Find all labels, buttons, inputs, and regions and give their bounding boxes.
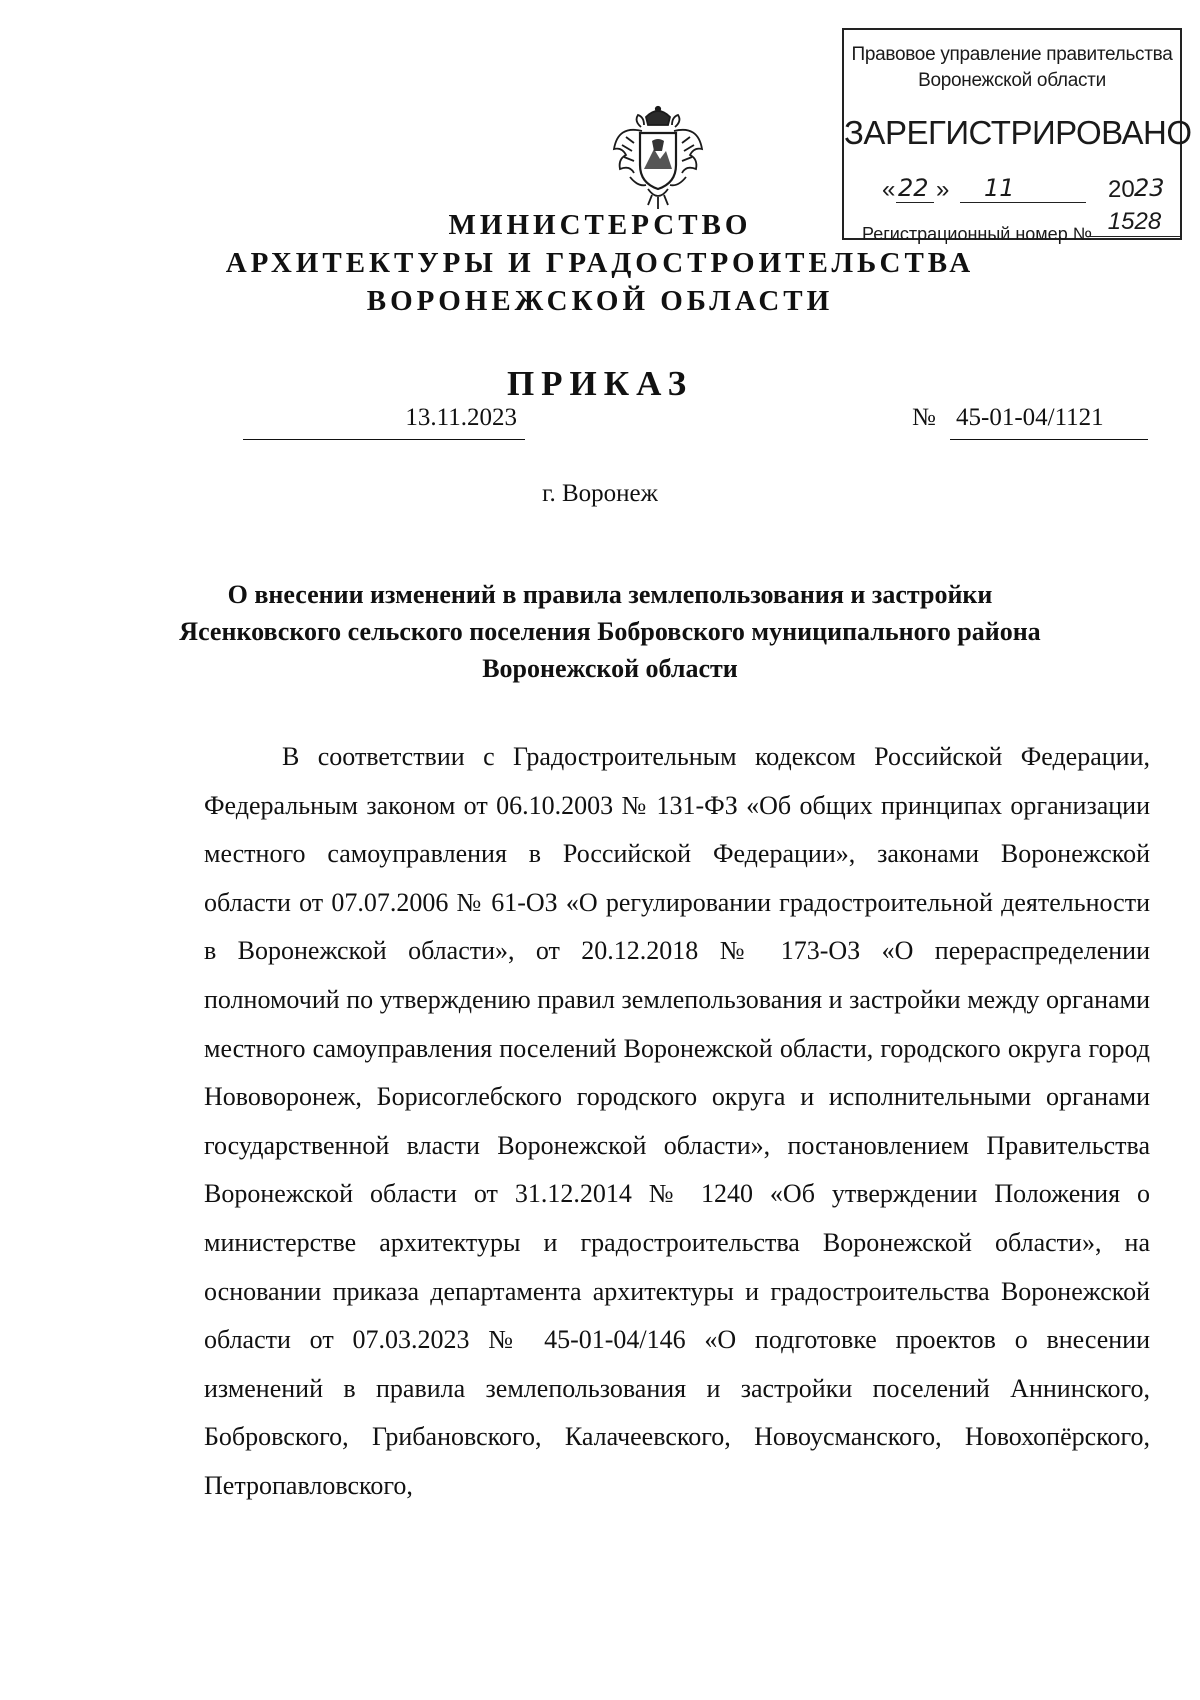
stamp-date-month: 11 — [984, 174, 1015, 202]
city: г. Воронеж — [542, 480, 658, 507]
stamp-org-line2: Воронежской области — [918, 70, 1106, 91]
document-type-heading: ПРИКАЗ — [506, 364, 694, 403]
document-title: О внесении изменений в правила землепользования и застройки Ясенковского сельского поселения Бобровского муниципального района Воронежской области — [179, 580, 1041, 683]
ministry-name-line2: АРХИТЕКТУРЫ И ГРАДОСТРОИТЕЛЬСТВА — [225, 247, 975, 279]
stamp-regnum-label: Регистрационный номер № — [862, 224, 1093, 244]
stamp-date-year-suffix: 23 — [1134, 174, 1165, 202]
number-sign: № — [912, 404, 936, 431]
stamp-date: « 22 » 11 20 23 — [882, 174, 1165, 203]
order-date: 13.11.2023 — [243, 404, 525, 440]
stamp-org-line1: Правовое управление правительства — [851, 44, 1173, 65]
ministry-name-line3: ВОРОНЕЖСКОЙ ОБЛАСТИ — [366, 285, 834, 317]
order-number: 45-01-04/1121 — [950, 404, 1148, 440]
stamp-registered-label: ЗАРЕГИСТРИРОВАНО — [844, 114, 1192, 151]
voronezh-coat-of-arms-icon — [608, 103, 708, 213]
stamp-date-day: 22 — [898, 174, 929, 202]
stamp-date-year-prefix: 20 — [1108, 176, 1135, 203]
ministry-name-line1: МИНИСТЕРСТВО — [448, 209, 752, 241]
body-paragraph: В соответствии с Градостроительным кодексом Российской Федерации, Федеральным законом от 06.10.2003 № 131-ФЗ «Об общих принципах организации местного самоуправления в Российской Федерации», законами Воронежской области от 07.07.2006 № 61-ОЗ «О регулировании градостроительной деятельности в Воронежской области», от 20.12.2018 № 173-ОЗ «О перераспределении полномочий по утверждению правил землепользования и застройки между органами местного самоуправления поселений Воронежской области, городского округа город Нововоронеж, Борисоглебского городского округа и исполнительными органами государственной власти Воронежской области», постановлением Правительства Воронежской области от 31.12.2014 № 1240 «Об утверждении Положения о министерстве архитектуры и градостроительства Воронежской области», на основании приказа департамента архитектуры и градостроительства Воронежской области от 07.03.2023 № 45-01-04/146 «О подготовке проектов о внесении изменений в правила землепользования и застройки поселений Аннинского, Бобровского, Грибановского, Калачеевского, Новоусманского, Новохопёрского, Петропавловского, — [204, 742, 1150, 1500]
stamp-regnum-value: 1528 — [1087, 208, 1182, 237]
